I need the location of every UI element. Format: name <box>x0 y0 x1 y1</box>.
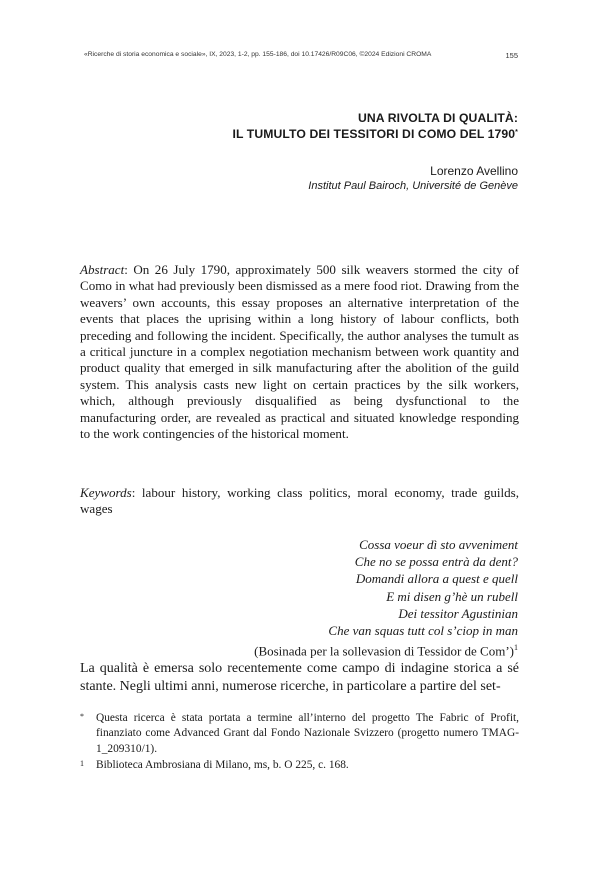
poem-line: Che no se possa entrà da dent? <box>354 554 518 570</box>
poem-line: Dei tessitor Agustinian <box>398 605 518 621</box>
article-title <box>78 110 518 142</box>
keywords-text: : labour history, working class politics, moral economy, trade guilds, wages <box>80 485 519 517</box>
author-name: Lorenzo Avellino <box>430 164 518 178</box>
title-line-1: UNA RIVOLTA DI QUALITÀ: <box>357 111 518 125</box>
poem-line: Che van squas tutt col s’ciop in man <box>328 623 518 639</box>
page-number: 155 <box>505 51 518 60</box>
footnote-text: Biblioteca Ambrosiana di Milano, ms, b. O 225, c. 168. <box>96 758 349 771</box>
poem-footnote-marker[interactable]: 1 <box>514 643 518 653</box>
abstract <box>80 262 519 442</box>
title-line-2: IL TUMULTO DEI TESSITORI DI COMO DEL 1790* <box>232 127 518 141</box>
keywords-label: Keywords <box>80 485 132 500</box>
keywords <box>80 485 519 518</box>
poem-line: Cossa voeur dì sto avveniment <box>359 537 518 552</box>
author-affiliation: Institut Paul Bairoch, Université de Genève <box>308 180 518 192</box>
abstract-text: : On 26 July 1790, approximately 500 silk weavers stormed the city of Como in what had previously been dismissed as a mere food riot. Drawing from the weavers’ own accounts, this essay proposes an alternative interpretation of the events that places the uprising within a long history of labour conflicts, both preceding and following the incident. Specifically, the author analyses the tumult as a critical juncture in a complex negotiation mechanism between work quantity and product quality that emerged in silk manufacturing after the abolition of the guild system. This analysis casts new light on certain practices by the silk workers, which, although previously disqualified as being dysfunctional to the manufacturing order, are revealed as practical and situated knowledge responding to the work contingencies of the historical moment. <box>80 262 519 442</box>
running-head <box>84 51 518 58</box>
epigraph-poem <box>254 536 518 660</box>
footnote <box>80 758 519 773</box>
footnote-marker: * <box>80 712 84 721</box>
poem-line: E mi disen g’hè un rubell <box>386 588 518 604</box>
footnotes <box>80 711 519 774</box>
body-paragraph: La qualità è emersa solo recentemente come campo di indagine storica a sé stante. Negli ultimi anni, numerose ricerche, in particolare a partire del set- <box>80 661 519 694</box>
footnote <box>80 711 519 757</box>
journal-citation: «Ricerche di storia economica e sociale», IX, 2023, 1-2, pp. 155-186, doi 10.17426/R09C06, ©2024 Edizioni CROMA <box>84 51 432 58</box>
abstract-label: Abstract <box>80 262 125 277</box>
poem-source: (Bosinada per la sollevasion di Tessidor de Com’)$^1$ <box>254 643 518 659</box>
footnote-marker: 1 <box>80 758 84 768</box>
poem-line: Domandi allora a quest e quell <box>355 571 518 587</box>
footnote-text: Questa ricerca è stata portata a termine all’interno del progetto The Fabric of Profit, finanziato come Advanced Grant dal Fondo Nazionale Svizzero (progetto numero TMAG-1_209310/1). <box>96 712 519 755</box>
title-footnote-marker[interactable]: * <box>515 129 518 136</box>
